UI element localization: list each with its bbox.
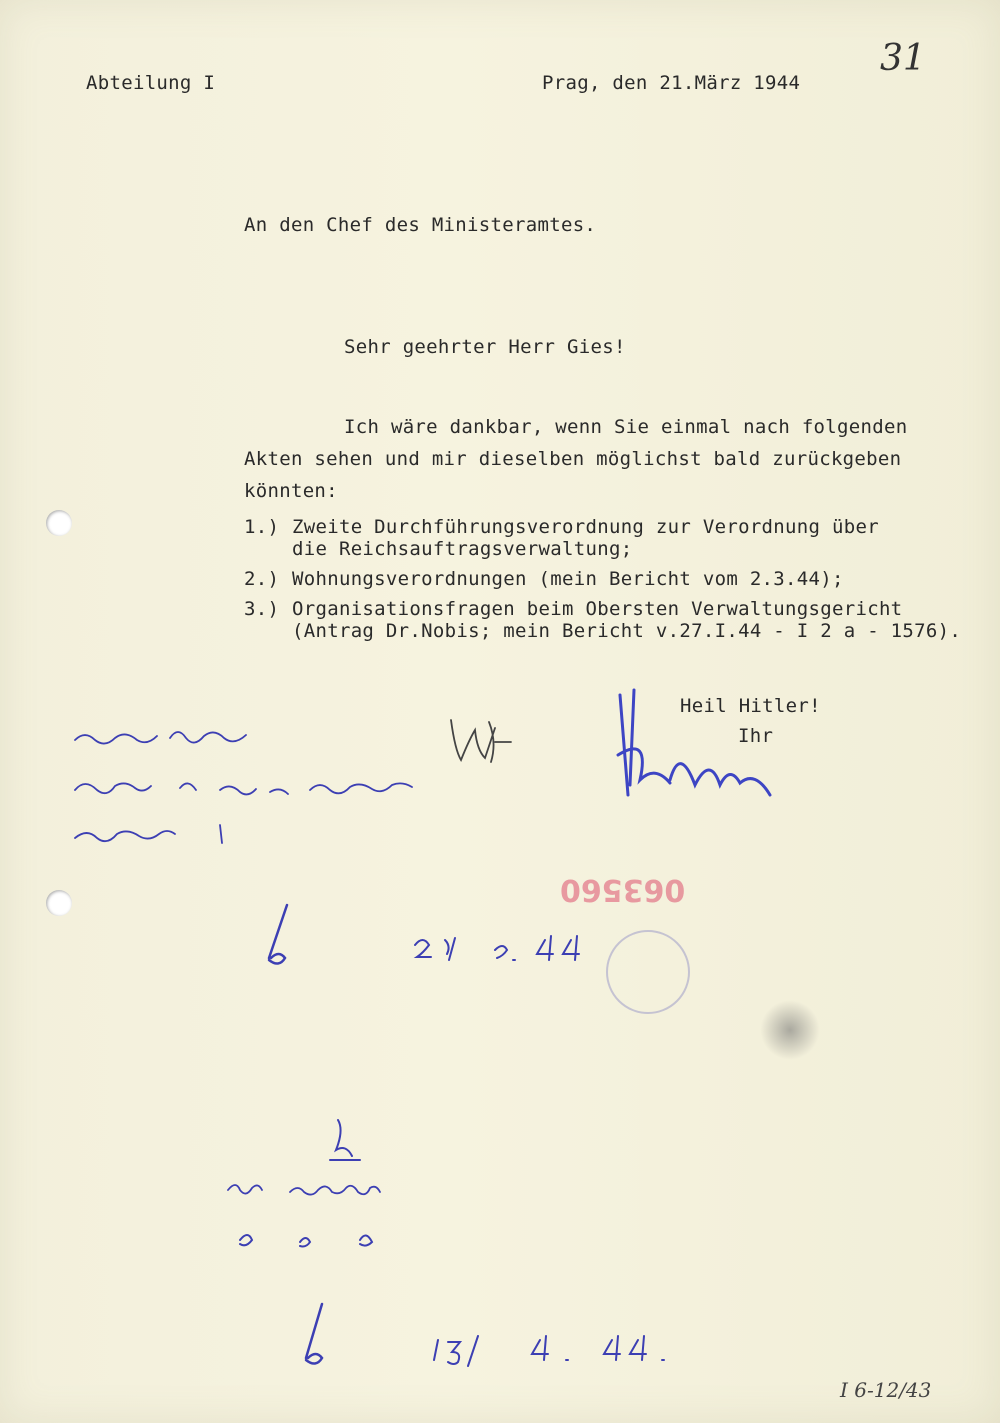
body-line-1: Ich wäre dankbar, wenn Sie einmal nach folgenden (344, 416, 908, 438)
list-item-text-cont: (Antrag Dr.Nobis; mein Bericht v.27.I.44 - I 2 a - 1576). (292, 620, 962, 642)
closing-ihr: Ihr (738, 725, 774, 747)
list-item-number: 1.) (244, 516, 280, 538)
faint-round-stamp (606, 930, 690, 1014)
handwritten-note (70, 720, 510, 860)
list-item-text: Zweite Durchführungsverordnung zur Verordnung über (292, 516, 879, 538)
body-line-2: Akten sehen und mir dieselben möglichst bald zurückgeben (244, 448, 902, 470)
punch-hole-top (46, 510, 72, 536)
list-item-number: 3.) (244, 598, 280, 620)
folio-number: 31 (880, 38, 926, 79)
list-item-text-cont: die Reichsauftragsverwaltung; (292, 538, 633, 560)
list-item-text: Organisationsfragen beim Obersten Verwaltungsgericht (292, 598, 903, 620)
list-item-number: 2.) (244, 568, 280, 590)
red-stamp-number: 063560 (560, 872, 686, 907)
archive-reference: I 6-12/43 (840, 1378, 932, 1402)
handwritten-mark-date-2 (290, 1300, 690, 1380)
recipient-line: An den Chef des Ministeramtes. (244, 214, 597, 236)
punch-hole-bottom (46, 890, 72, 916)
department-label: Abteilung I (86, 72, 216, 94)
closing-greeting: Heil Hitler! (680, 695, 821, 717)
body-line-3: könnten: (244, 480, 338, 502)
handwritten-note-lower (220, 1110, 480, 1270)
place-date: Prag, den 21.März 1944 (542, 72, 801, 94)
pencil-initial (445, 712, 515, 767)
handwritten-signature (600, 685, 800, 815)
list-item-text: Wohnungsverordnungen (mein Bericht vom 2.3.44); (292, 568, 844, 590)
ink-smudge (760, 1000, 820, 1060)
salutation: Sehr geehrter Herr Gies! (344, 336, 626, 358)
handwritten-mark-date-1 (255, 900, 615, 980)
